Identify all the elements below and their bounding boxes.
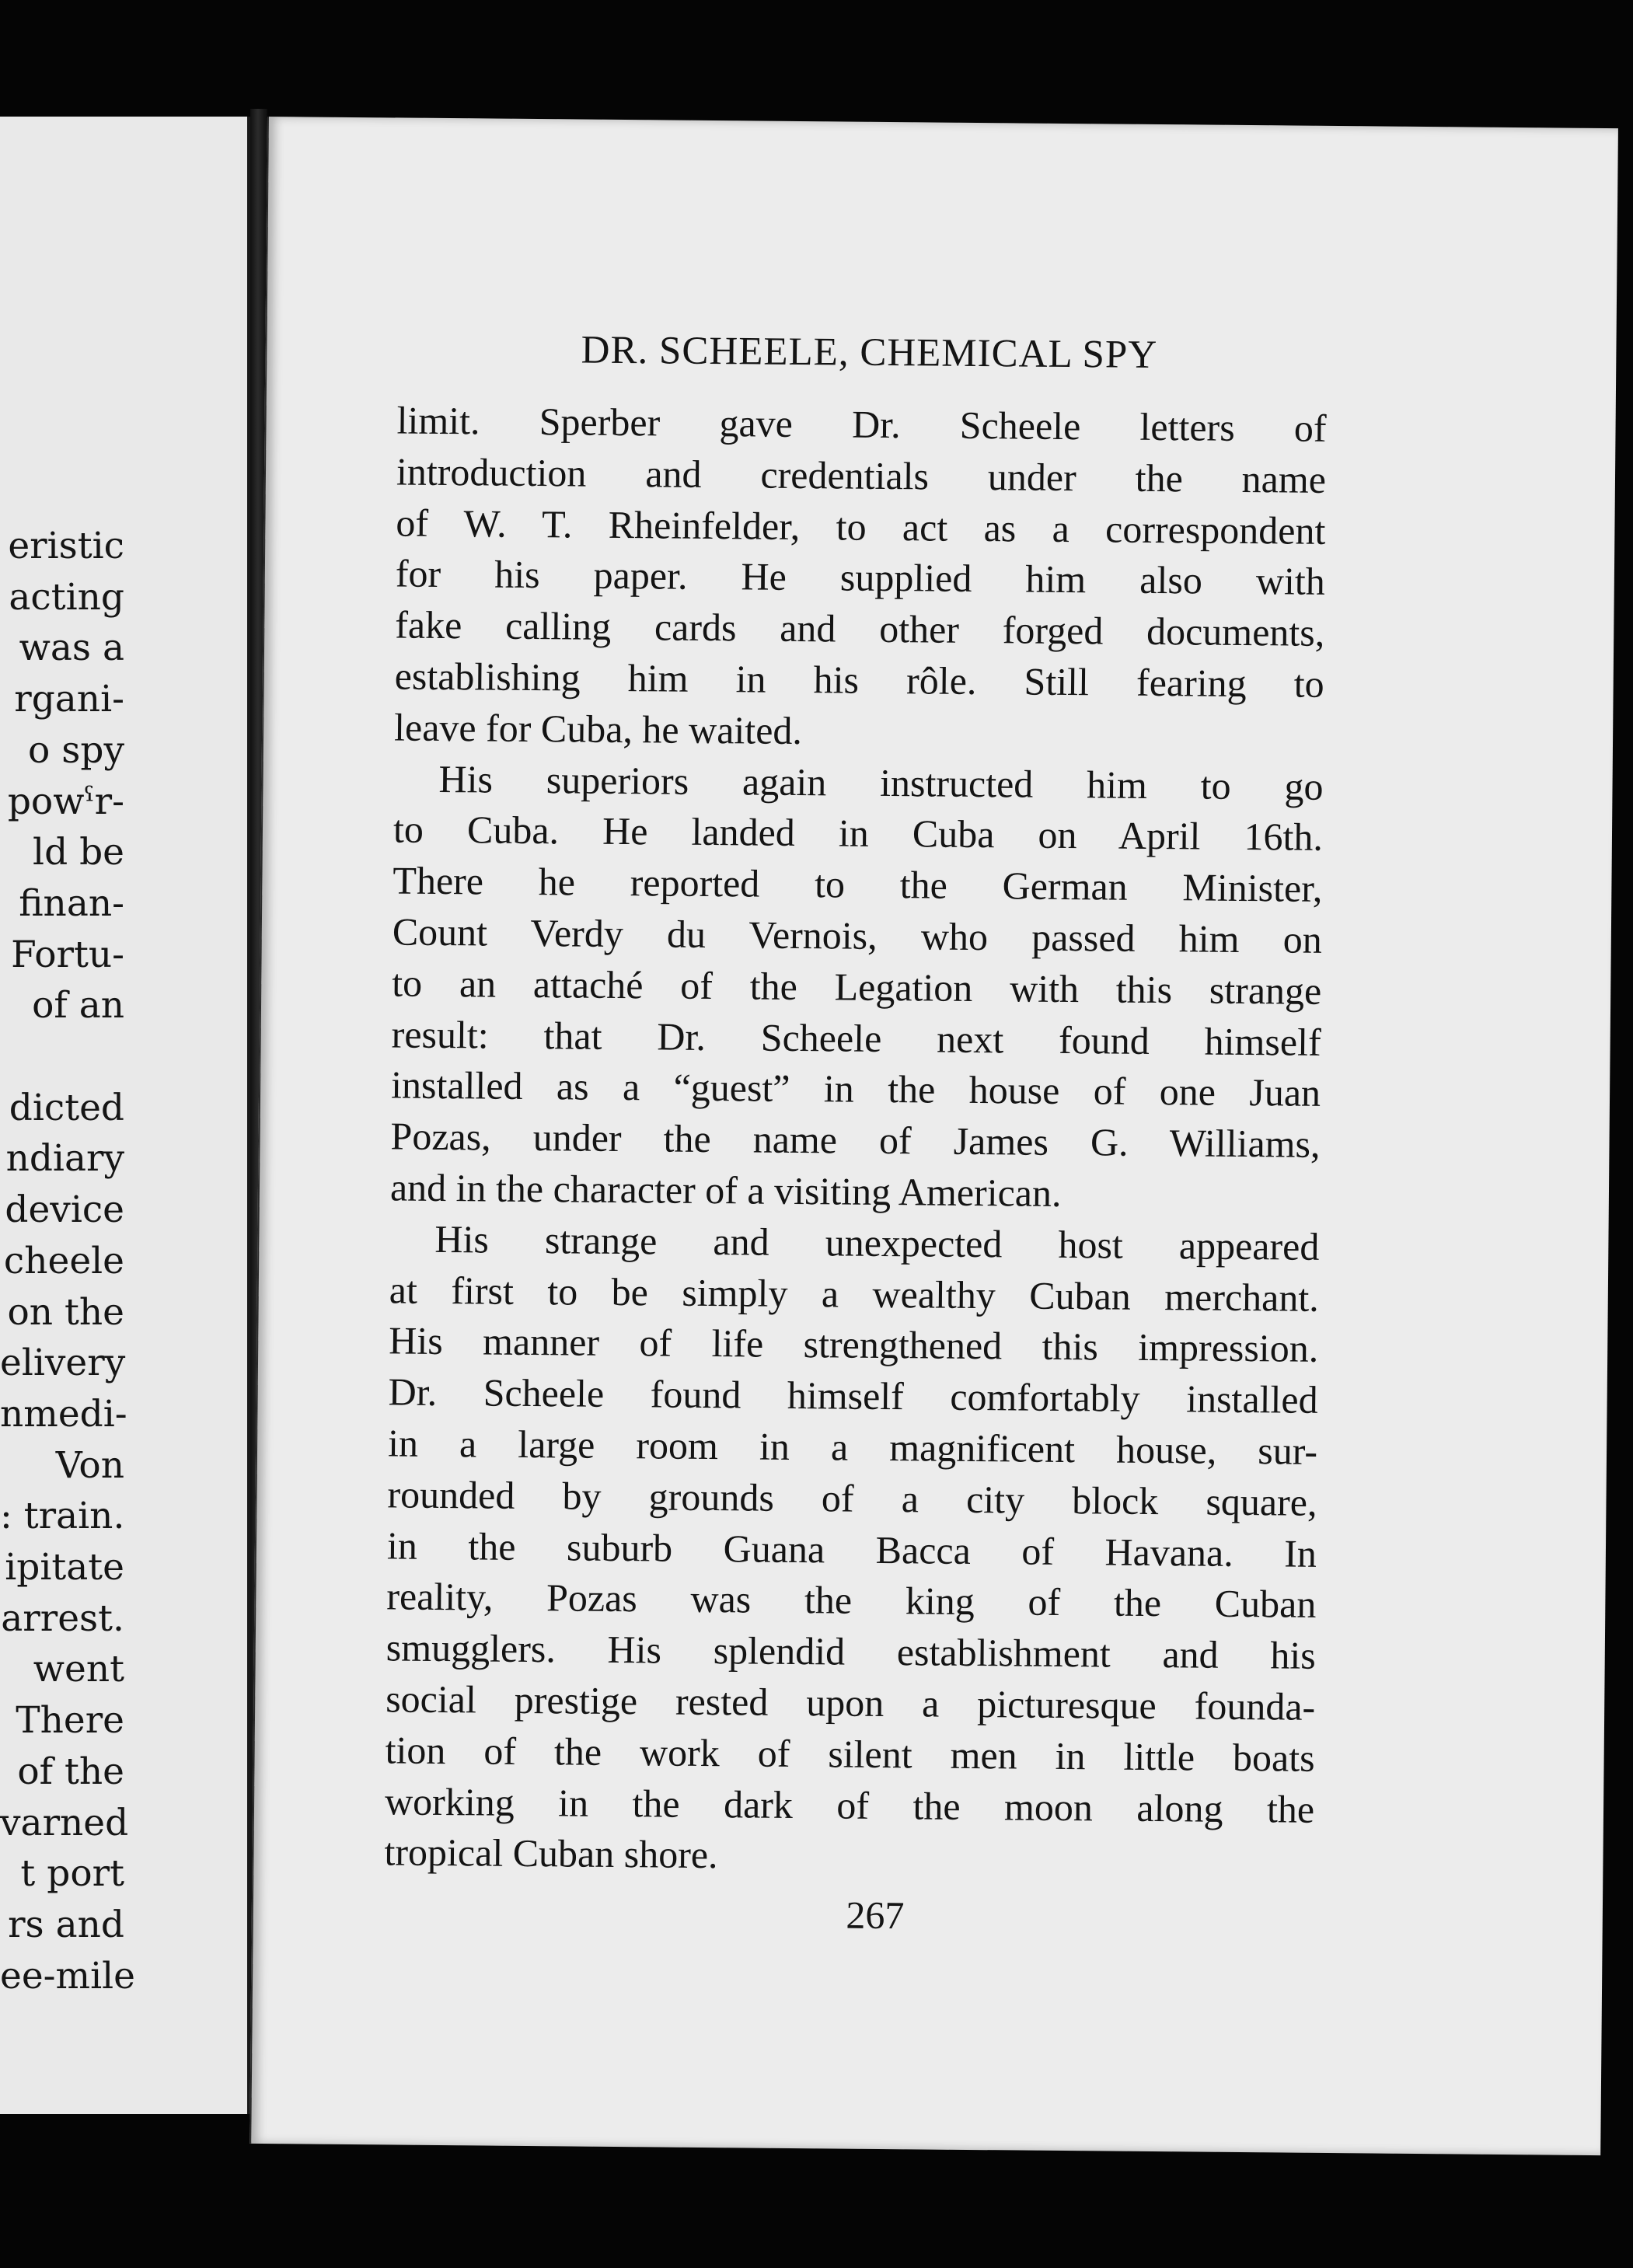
left-line: arrest. <box>1 1596 124 1640</box>
left-line: device <box>5 1188 124 1232</box>
left-line: o spy <box>28 728 124 772</box>
text-line: working in the dark of the moon along the <box>384 1778 1315 1831</box>
text-line: His superiors again instructed him to go <box>438 756 1324 808</box>
left-line: varned <box>0 1801 129 1844</box>
left-page <box>0 117 252 2114</box>
left-line <box>0 1031 124 1083</box>
left-line: went <box>33 1648 124 1691</box>
left-line: of the <box>17 1750 124 1793</box>
left-line: acting <box>9 575 124 619</box>
left-line: ee-mile <box>0 1954 135 1998</box>
text-line: reality, Pozas was the king of the Cuban <box>386 1574 1317 1627</box>
text-line: to an attaché of the Legation with this strange <box>392 961 1322 1013</box>
text-line: result: that Dr. Scheele next found himself <box>391 1012 1321 1064</box>
text-line: installed as a “guest” in the house of one Juan <box>390 1062 1321 1115</box>
left-line: ndiary <box>5 1137 124 1181</box>
text-line: His manner of life strengthened this impression. <box>389 1318 1319 1371</box>
left-line: t port <box>20 1852 124 1896</box>
left-line: eristic <box>8 525 124 567</box>
text-line: for his paper. He supplied him also with <box>395 551 1326 604</box>
text-line: Pozas, under the name of James G. Williams, <box>390 1114 1321 1167</box>
left-line: nmedi- <box>0 1392 127 1436</box>
body-text <box>384 395 1327 1886</box>
text-line: His strange and unexpected host appeared <box>434 1216 1320 1268</box>
text-line: in a large room in a magnificent house, sur- <box>387 1421 1318 1473</box>
text-line: at first to be simply a wealthy Cuban merchant. <box>389 1267 1320 1320</box>
page-number: 267 <box>846 1893 905 1938</box>
text-line: tion of the work of silent men in little boats <box>385 1728 1315 1780</box>
text-line: in the suburb Guana Bacca of Havana. In <box>386 1523 1317 1575</box>
left-line: powˁr- <box>7 780 124 823</box>
right-page <box>249 117 1618 2155</box>
left-line: : train. <box>0 1495 125 1538</box>
text-line: Dr. Scheele found himself comfortably installed <box>388 1370 1318 1422</box>
text-line: to Cuba. He landed in Cuba on April 16th. <box>393 807 1324 860</box>
text-line: leave for Cuba, he waited. <box>393 705 803 752</box>
text-line: and in the character of a visiting American. <box>389 1165 1062 1215</box>
left-line: was a <box>19 626 124 670</box>
text-line: social prestige rested upon a picturesque founda- <box>386 1677 1316 1729</box>
left-line: Von <box>55 1443 124 1487</box>
left-line: of an <box>32 984 124 1028</box>
left-line: on the <box>7 1290 124 1334</box>
text-line: introduction and credentials under the name <box>396 449 1327 501</box>
text-line: There he reported to the German Minister, <box>393 858 1323 911</box>
running-head: DR. SCHEELE, CHEMICAL SPY <box>581 328 1158 378</box>
left-line: rgani- <box>14 678 124 721</box>
left-line: elivery <box>0 1342 126 1385</box>
left-line: finan- <box>19 881 124 925</box>
left-line: There <box>16 1699 124 1743</box>
text-line: rounded by grounds of a city block square, <box>387 1472 1317 1524</box>
left-line: ipitate <box>5 1546 124 1589</box>
text-line: tropical Cuban shore. <box>384 1830 718 1877</box>
left-line: dicted <box>9 1086 124 1129</box>
text-line: limit. Sperber gave Dr. Scheele letters of <box>396 398 1327 450</box>
text-line: of W. T. Rheinfelder, to act as a correspondent <box>396 501 1326 553</box>
left-page-text-fragments <box>0 521 135 2001</box>
text-line: fake calling cards and other forged documents, <box>395 602 1325 655</box>
left-line: rs and <box>8 1903 124 1946</box>
left-line: Fortu- <box>11 933 124 976</box>
left-line: cheele <box>3 1239 124 1282</box>
text-line: Count Verdy du Vernois, who passed him on <box>392 909 1323 961</box>
text-line: establishing him in his rôle. Still fearing to <box>394 654 1324 706</box>
text-line: smugglers. His splendid establishment and his <box>386 1625 1317 1677</box>
left-line: ld be <box>33 831 124 874</box>
